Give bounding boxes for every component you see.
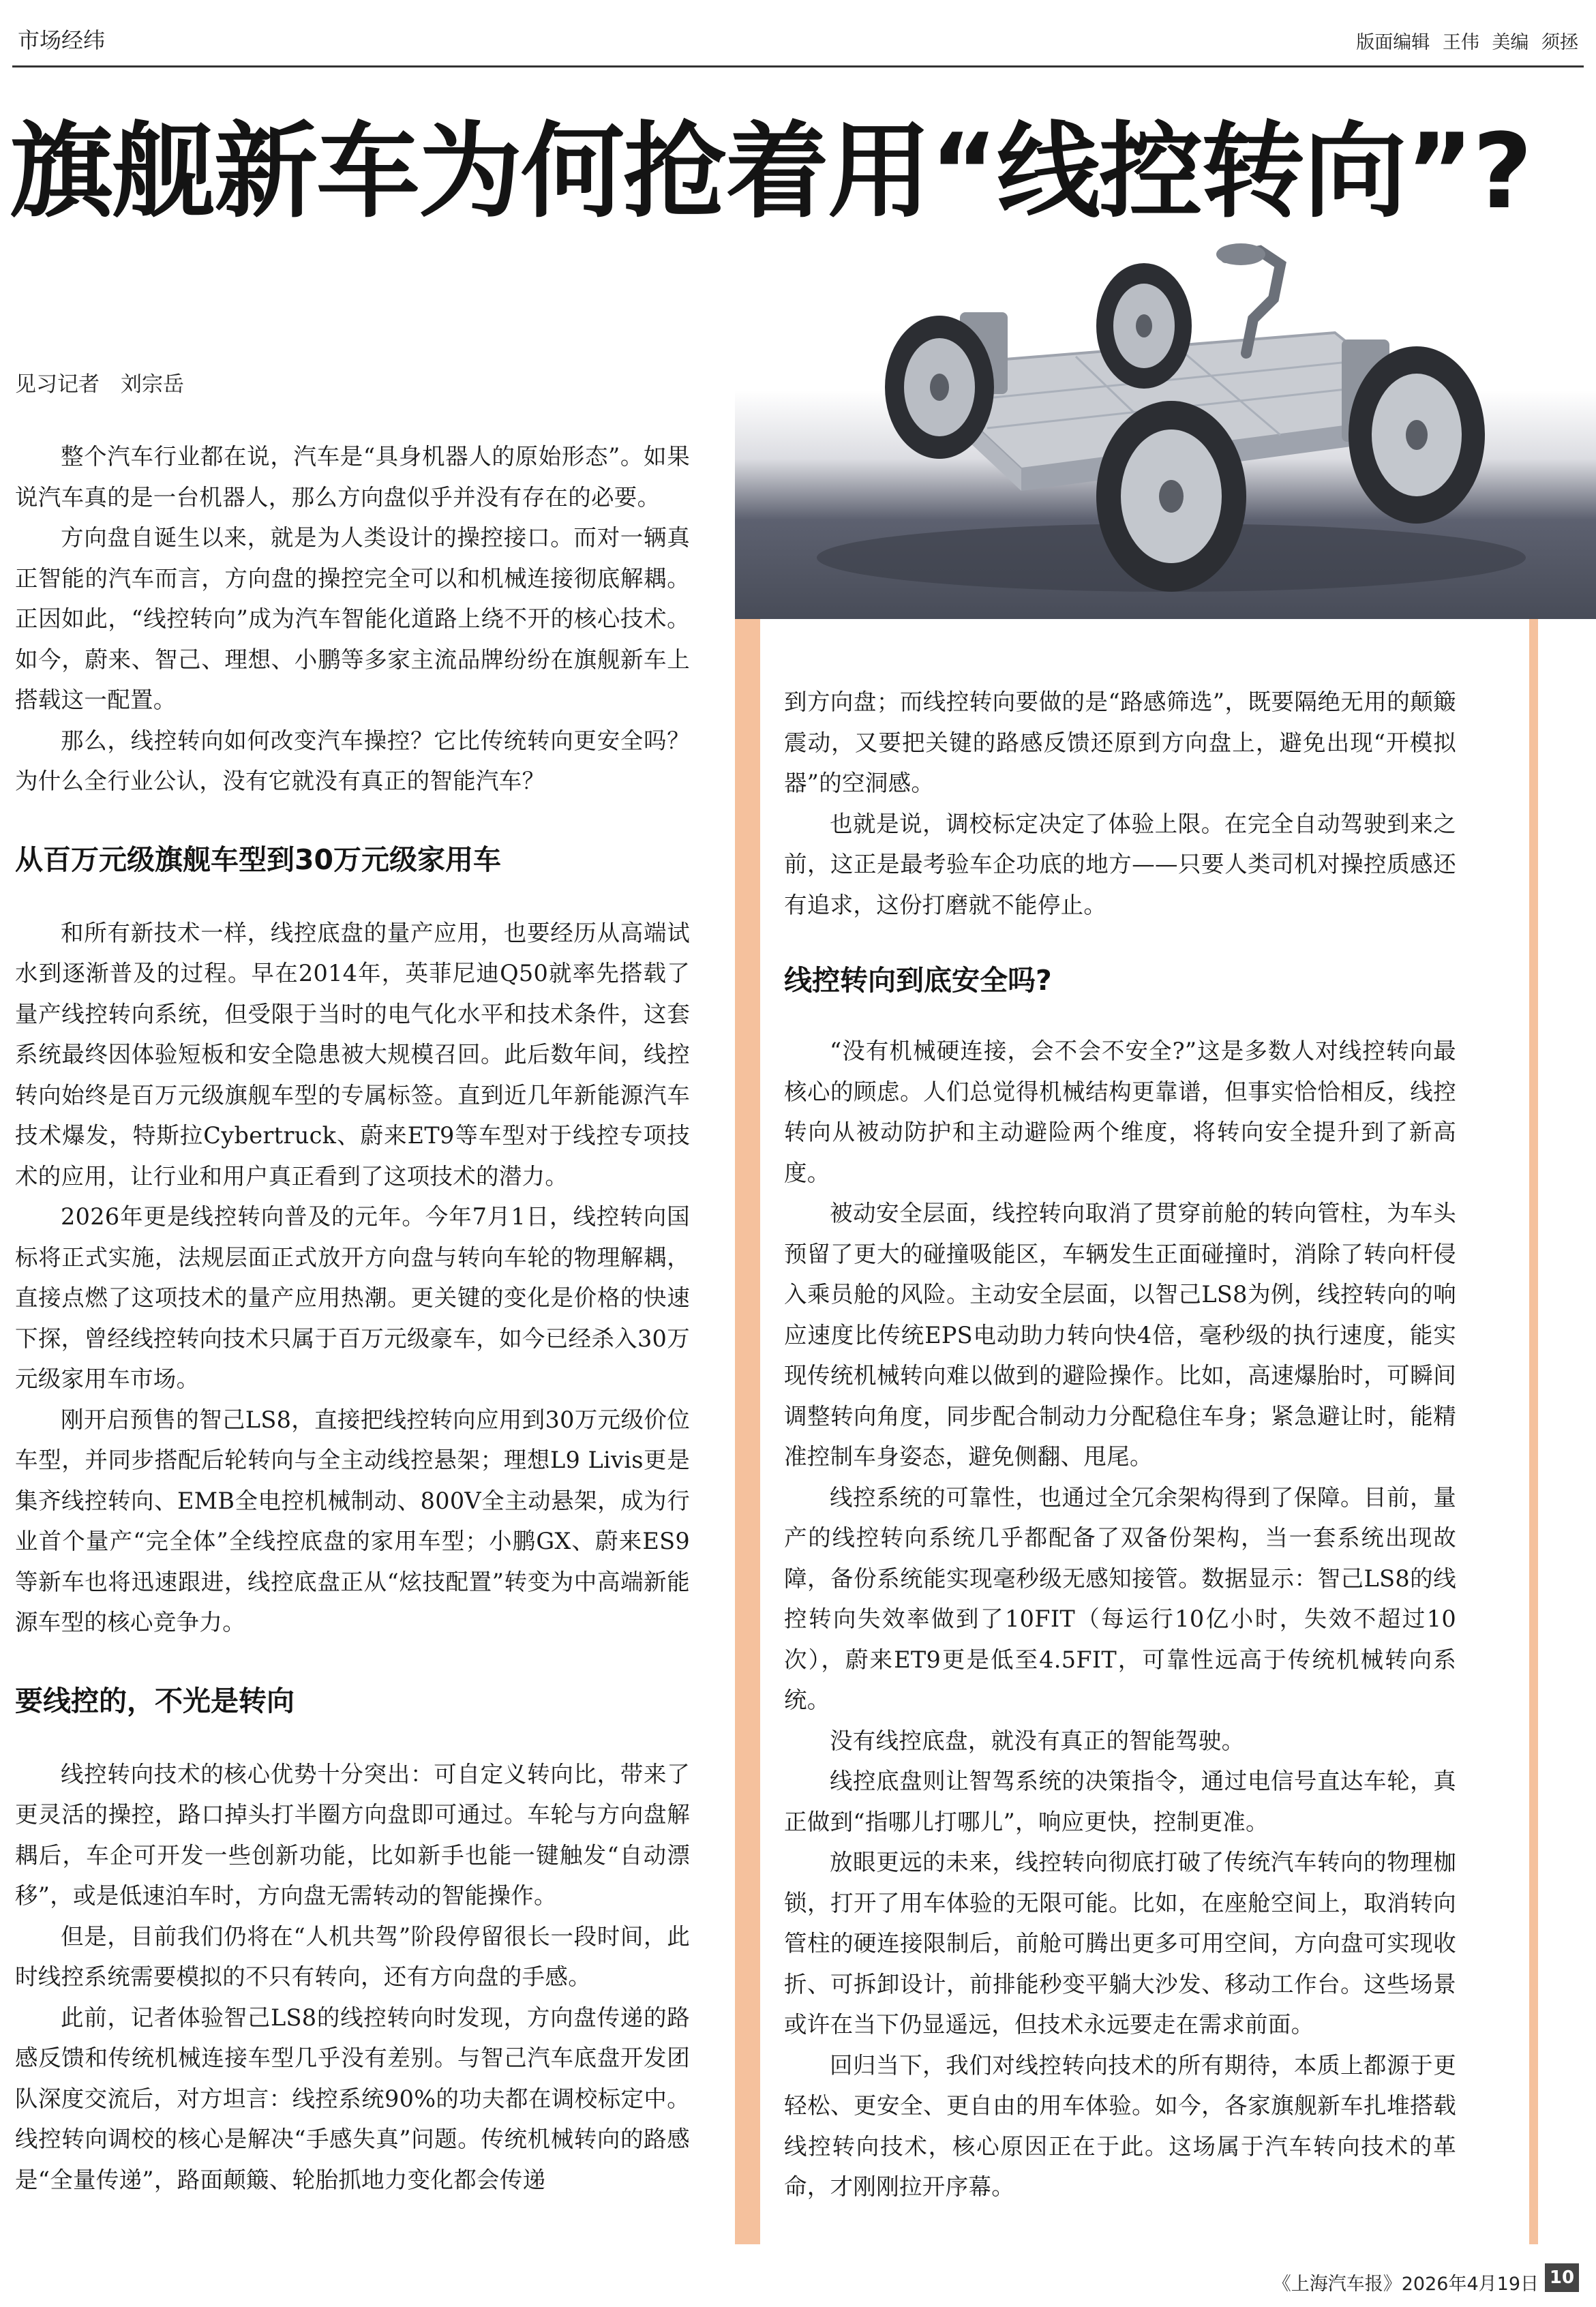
header-rule <box>12 65 1584 67</box>
paragraph: 放眼更远的未来，线控转向彻底打破了传统汽车转向的物理枷锁，打开了用车体验的无限可能。比如，在座舱空间上，取消转向管柱的硬连接限制后，前舱可腾出更多可用空间，方向盘可实现收折、可拆卸设计，前排能秒变平躺大沙发、移动工作台。这些场景或许在当下仍显遥远，但技术永远要走在需求前面。 <box>784 1849 1456 2038</box>
page-number: 10 <box>1545 2263 1579 2292</box>
subheading: 从百万元级旗舰车型到30万元级家用车 <box>15 843 502 876</box>
subheading: 要线控的，不光是转向 <box>15 1684 295 1717</box>
paragraph: 和所有新技术一样，线控底盘的量产应用，也要经历从高端试水到逐渐普及的过程。早在2014年，英菲尼迪Q50就率先搭载了量产线控转向系统，但受限于当时的电气化水平和技术条件，这套系统最终因体验短板和安全隐患被大规模召回。此后数年间，线控转向始终是百万元级旗舰车型的专属标签。直到近几年新能源汽车技术爆发，特斯拉Cybertruck、蔚来ET9等车型对于线控专项技术的应用，让行业和用户真正看到了这项技术的潜力。 <box>15 919 690 1190</box>
paragraph: 此前，记者体验智己LS8的线控转向时发现，方向盘传递的路感反馈和传统机械连接车型几乎没有差别。与智己汽车底盘开发团队深度交流后，对方坦言：线控系统90%的功夫都在调校标定中。线控转向调校的核心是解决“手感失真”问题。传统机械转向的路感是“全量传递”，路面颠簸、轮胎抓地力变化都会传递 <box>15 2004 690 2193</box>
paragraph: 被动安全层面，线控转向取消了贯穿前舱的转向管柱，为车头预留了更大的碰撞吸能区，车辆发生正面碰撞时，消除了转向杆侵入乘员舱的风险。主动安全层面，以智己LS8为例，线控转向的响应速度比传统EPS电动助力转向快4倍，毫秒级的执行速度，能实现传统机械转向难以做到的避险操作。比如，高速爆胎时，可瞬间调整转向角度，同步配合制动力分配稳住车身；紧急避让时，能精准控制车身姿态，避免侧翻、甩尾。 <box>784 1200 1456 1470</box>
footer-source: 《上海汽车报》2026年4月19日 <box>1272 2274 1539 2295</box>
paragraph: 整个汽车行业都在说，汽车是“具身机器人的原始形态”。如果说汽车真的是一台机器人，那么方向盘似乎并没有存在的必要。 <box>15 443 690 511</box>
paragraph: 也就是说，调校标定决定了体验上限。在完全自动驾驶到来之前，这正是最考验车企功底的地方——只要人类司机对操控质感还有追求，这份打磨就不能停止。 <box>784 810 1456 918</box>
paragraph: 那么，线控转向如何改变汽车操控？它比传统转向更安全吗？为什么全行业公认，没有它就没有真正的智能汽车？ <box>15 727 690 794</box>
paragraph: 线控系统的可靠性，也通过全冗余架构得到了保障。目前，量产的线控转向系统几乎都配备了双备份架构，当一套系统出现故障，备份系统能实现毫秒级无感知接管。数据显示：智己LS8的线控转向失效率做到了10FIT（每运行10亿小时，失效不超过10次），蔚来ET9更是低至4.5FIT，可靠性远高于传统机械转向系统。 <box>784 1483 1456 1713</box>
editors-credit: 版面编辑 王伟 美编 须拯 <box>1356 32 1578 53</box>
section-label: 市场经纬 <box>18 27 106 53</box>
headline: 旗舰新车为何抢着用“线控转向”? <box>10 111 1531 232</box>
paragraph: 线控底盘则让智驾系统的决策指令，通过电信号直达车轮，真正做到“指哪儿打哪儿”，响应更快，控制更准。 <box>784 1768 1456 1835</box>
subheading: 线控转向到底安全吗? <box>784 964 1052 997</box>
byline: 见习记者 刘宗岳 <box>15 372 184 397</box>
article-column-right <box>784 682 1456 2207</box>
article-column-left <box>15 436 690 2200</box>
paragraph: 刚开启预售的智己LS8，直接把线控转向应用到30万元级价位车型，并同步搭配后轮转向与全主动线控悬架；理想L9 Livis更是集齐线控转向、EMB全电控机械制动、800V全主动悬架，成为行业首个量产“完全体”全线控底盘的家用车型；小鹏GX、蔚来ES9等新车也将迅速跟进，线控底盘正从“炫技配置”转变为中高端新能源车型的核心竞争力。 <box>15 1406 690 1635</box>
paragraph: 2026年更是线控转向普及的元年。今年7月1日，线控转向国标将正式实施，法规层面正式放开方向盘与转向车轮的物理解耦，直接点燃了这项技术的量产应用热潮。更关键的变化是价格的快速下探，曾经线控转向技术只属于百万元级豪车，如今已经杀入30万元级家用车市场。 <box>15 1203 690 1392</box>
page-header <box>0 0 1596 68</box>
paragraph: 方向盘自诞生以来，就是为人类设计的操控接口。而对一辆真正智能的汽车而言，方向盘的操控完全可以和机械连接彻底解耦。正因如此，“线控转向”成为汽车智能化道路上绕不开的核心技术。如今，蔚来、智己、理想、小鹏等多家主流品牌纷纷在旗舰新车上搭载这一配置。 <box>15 524 690 713</box>
paragraph: 但是，目前我们仍将在“人机共驾”阶段停留很长一段时间，此时线控系统需要模拟的不只有转向，还有方向盘的手感。 <box>15 1922 690 1990</box>
chassis-illustration <box>735 237 1596 619</box>
paragraph: 回归当下，我们对线控转向技术的所有期待，本质上都源于更轻松、更安全、更自由的用车体验。如今，各家旗舰新车扎堆搭载线控转向技术，核心原因正在于此。这场属于汽车转向技术的革命，才刚刚拉开序幕。 <box>784 2051 1456 2200</box>
chassis-photo <box>735 237 1596 619</box>
paragraph: 线控转向技术的核心优势十分突出：可自定义转向比，带来了更灵活的操控，路口掉头打半圈方向盘即可通过。车轮与方向盘解耦后，车企可开发一些创新功能，比如新手也能一键触发“自动漂移”，或是低速泊车时，方向盘无需转动的智能操作。 <box>15 1760 690 1909</box>
paragraph: 到方向盘；而线控转向要做的是“路感筛选”，既要隔绝无用的颠簸震动，又要把关键的路感反馈还原到方向盘上，避免出现“开模拟器”的空洞感。 <box>784 689 1456 796</box>
paragraph: 没有线控底盘，就没有真正的智能驾驶。 <box>830 1727 1245 1754</box>
paragraph: “没有机械硬连接，会不会不安全?”这是多数人对线控转向最核心的顾虑。人们总觉得机械结构更靠谱，但事实恰恰相反，线控转向从被动防护和主动避险两个维度，将转向安全提升到了新高度。 <box>784 1038 1456 1186</box>
